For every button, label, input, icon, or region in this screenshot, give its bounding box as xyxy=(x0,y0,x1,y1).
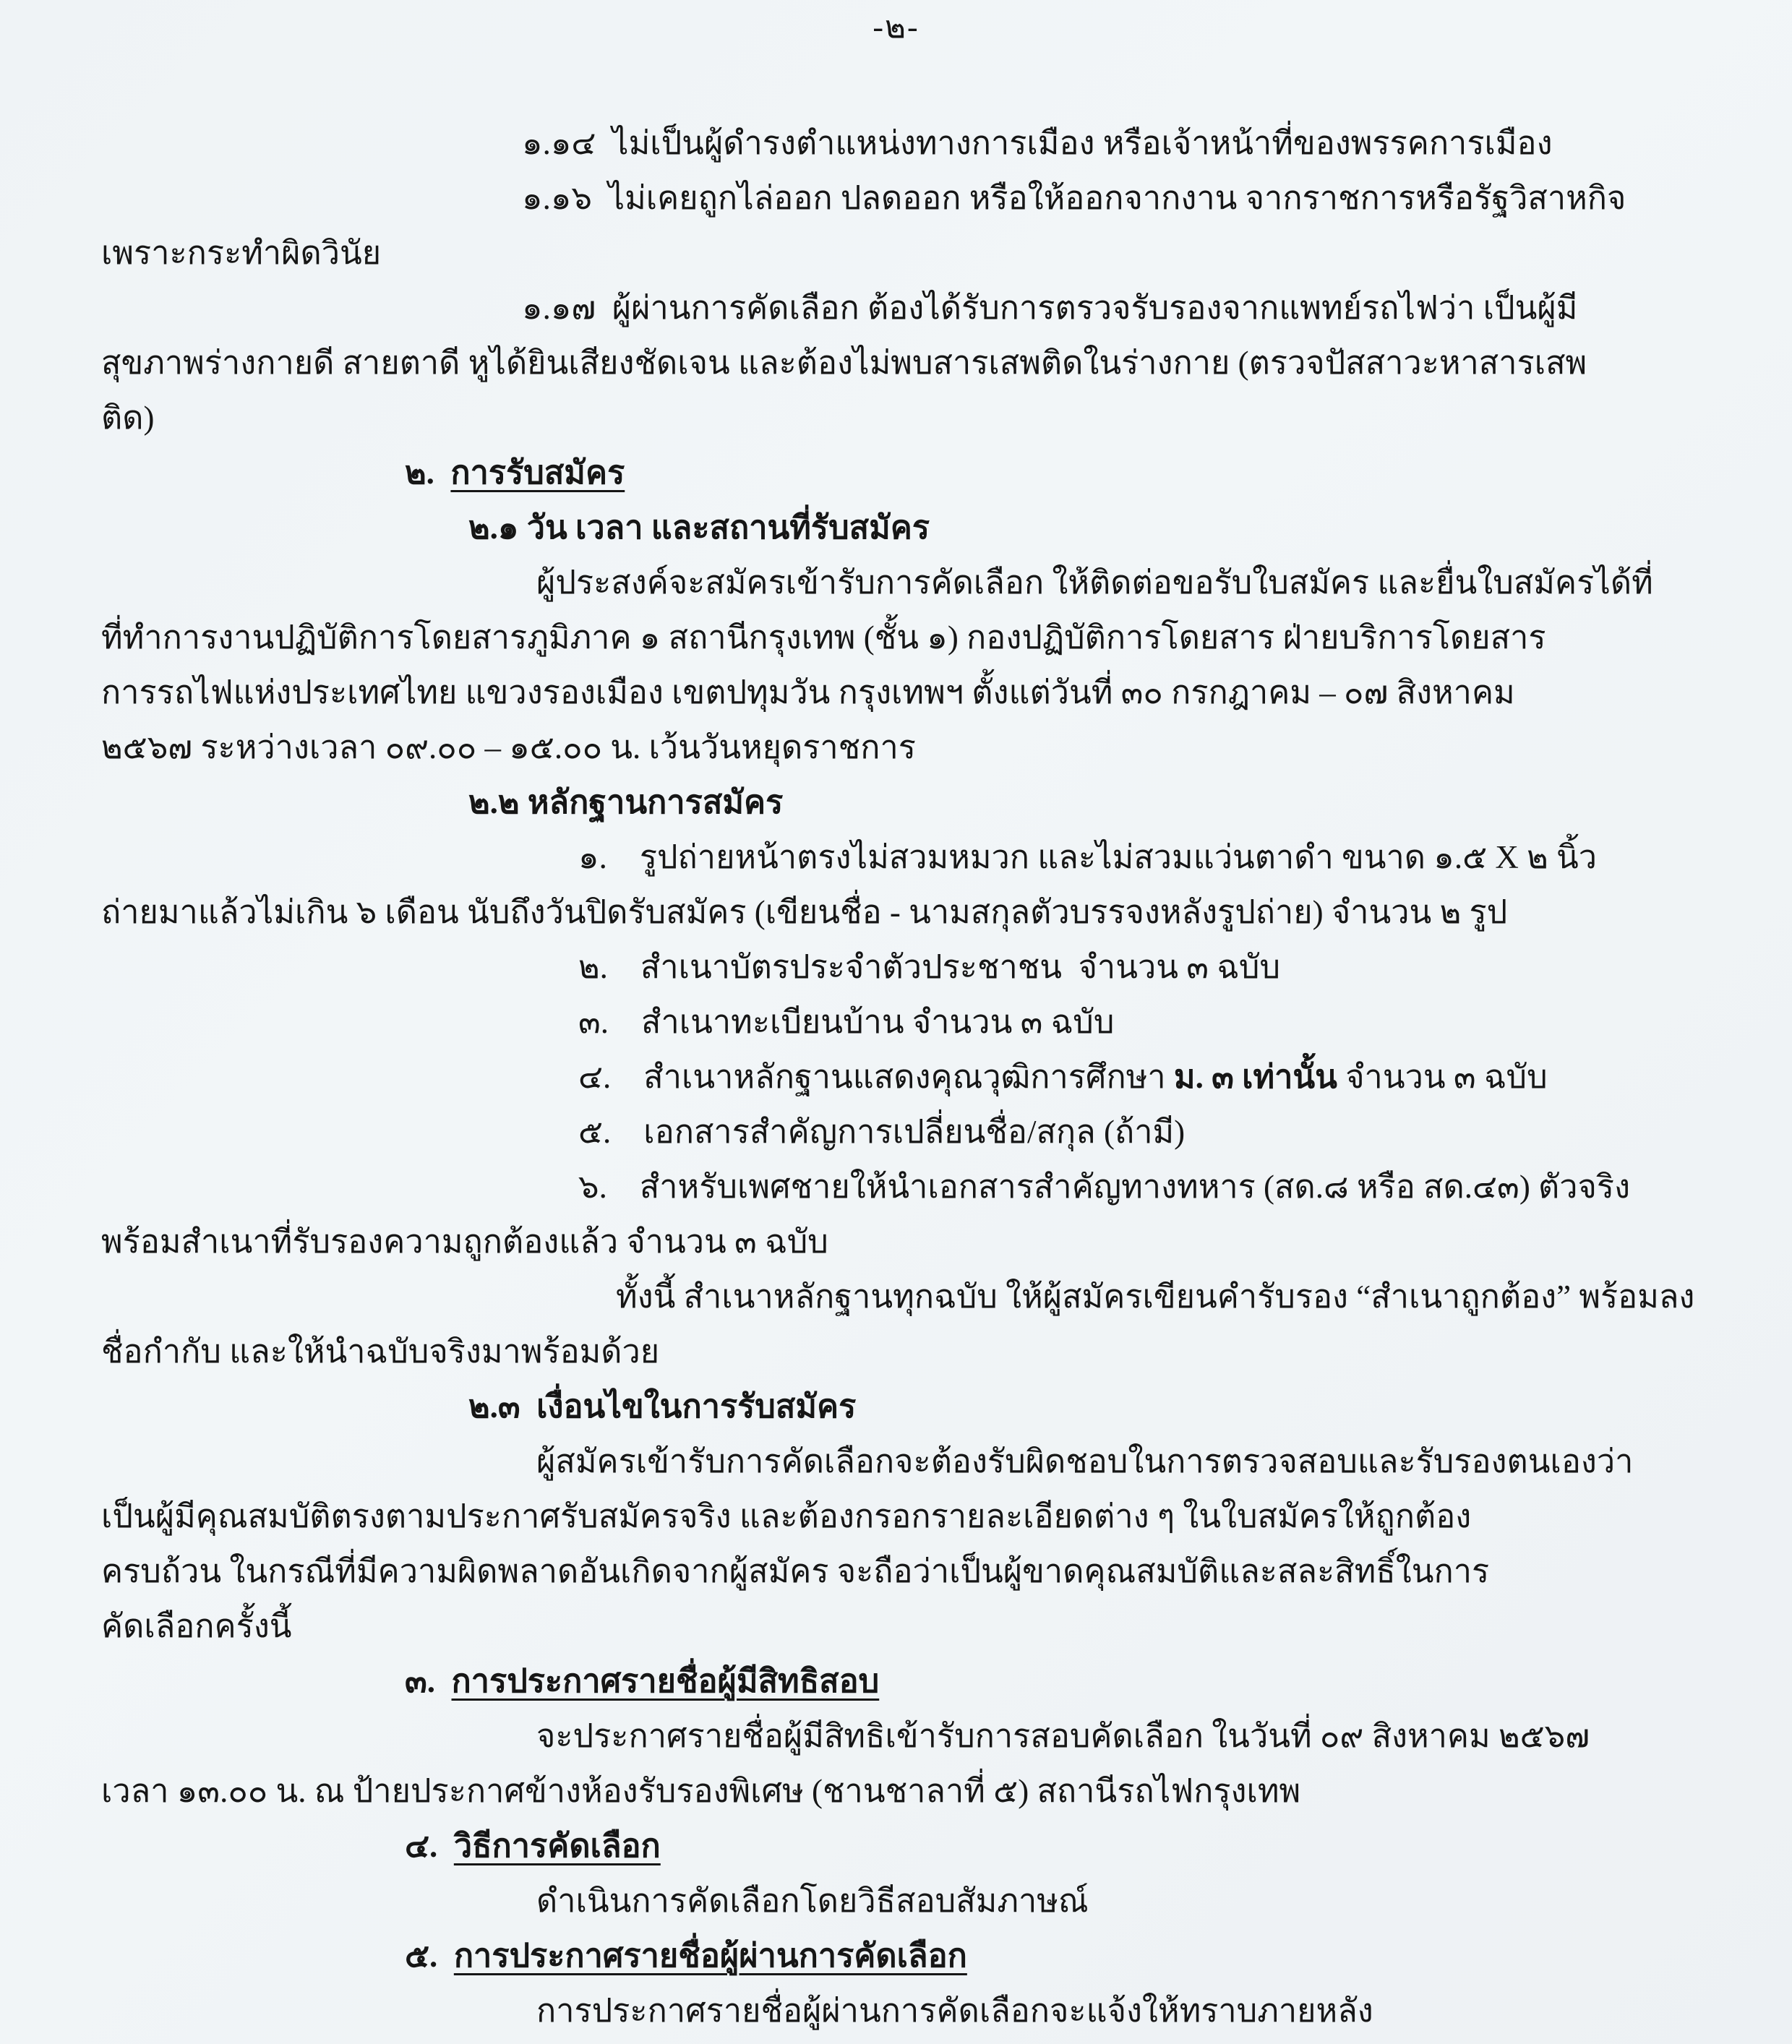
text-line xyxy=(0,1599,1792,1654)
text-line xyxy=(0,390,1792,445)
text-line xyxy=(0,1049,1792,1104)
text-line xyxy=(0,940,1792,995)
text-line xyxy=(0,1873,1792,1928)
text-run: ครบถ้วน ในกรณีที่มีความผิดพลาดอันเกิดจากผู้สมัคร จะถือว่าเป็นผู้ขาดคุณสมบัติและสละสิทธิ์ในการ xyxy=(101,1553,1490,1589)
text-run: คัดเลือกครั้งนี้ xyxy=(101,1608,292,1644)
text-run: ชื่อกำกับ และให้นำฉบับจริงมาพร้อมด้วย xyxy=(101,1334,660,1370)
text-run: การประกาศรายชื่อผู้ผ่านการคัดเลือกจะแจ้งให้ทราบภายหลัง xyxy=(536,1993,1373,2029)
text-run: เวลา ๑๓.๐๐ น. ณ ป้ายประกาศข้างห้องรับรองพิเศษ (ชานชาลาที่ ๕) สถานีรถไฟกรุงเทพ xyxy=(101,1773,1301,1809)
text-run: ๒.๑ วัน เวลา และสถานที่รับสมัคร xyxy=(468,510,930,546)
text-run: ๒. xyxy=(405,455,451,491)
text-run: ๒.๒ หลักฐานการสมัคร xyxy=(468,784,784,820)
text-run: ๒๕๖๗ ระหว่างเวลา ๐๙.๐๐ – ๑๕.๐๐ น. เว้นวันหยุดราชการ xyxy=(101,729,916,765)
document-body xyxy=(0,116,1792,2038)
text-run: เพราะกระทำผิดวินัย xyxy=(101,235,382,271)
text-run: ๔. สำเนาหลักฐานแสดงคุณวุฒิการศึกษา xyxy=(578,1059,1174,1095)
text-line xyxy=(0,1324,1792,1379)
text-run: ๒.๓ เงื่อนไขในการรับสมัคร xyxy=(468,1388,857,1425)
text-run: ผู้ประสงค์จะสมัครเข้ารับการคัดเลือก ให้ติดต่อขอรับใบสมัคร และยื่นใบสมัครได้ที่ xyxy=(536,564,1653,601)
text-line xyxy=(0,555,1792,610)
text-line xyxy=(0,720,1792,775)
text-run: ที่ทำการงานปฏิบัติการโดยสารภูมิภาค ๑ สถานีกรุงเทพ (ชั้น ๑) กองปฏิบัติการโดยสาร ฝ่ายบริการโดยสาร xyxy=(101,619,1546,656)
text-run: ๑.๑๖ ไม่เคยถูกไล่ออก ปลดออก หรือให้ออกจากงาน จากราชการหรือรัฐวิสาหกิจ xyxy=(522,180,1626,216)
text-line xyxy=(0,500,1792,555)
text-line xyxy=(0,116,1792,171)
text-line xyxy=(0,1928,1792,1983)
text-line xyxy=(0,1214,1792,1269)
text-run: ผู้สมัครเข้ารับการคัดเลือกจะต้องรับผิดชอบในการตรวจสอบและรับรองตนเองว่า xyxy=(536,1443,1634,1480)
text-run: พร้อมสำเนาที่รับรองความถูกต้องแล้ว จำนวน ๓ ฉบับ xyxy=(101,1224,828,1260)
text-run: วิธีการคัดเลือก xyxy=(453,1828,661,1864)
text-run: สุขภาพร่างกายดี สายตาดี หูได้ยินเสียงชัดเจน และต้องไม่พบสารเสพติดในร่างกาย (ตรวจปัสสาวะหาสารเสพ xyxy=(101,345,1587,381)
text-run: การประกาศรายชื่อผู้ผ่านการคัดเลือก xyxy=(453,1938,967,1974)
text-line xyxy=(0,1434,1792,1489)
text-run: การประกาศรายชื่อผู้มีสิทธิสอบ xyxy=(451,1663,880,1699)
text-line xyxy=(0,1379,1792,1434)
text-line xyxy=(0,445,1792,500)
page-number: -๒- xyxy=(873,9,919,45)
text-run: ดำเนินการคัดเลือกโดยวิธีสอบสัมภาษณ์ xyxy=(536,1883,1089,1919)
text-line xyxy=(0,995,1792,1049)
text-line xyxy=(0,335,1792,390)
text-run: ๑.๑๔ ไม่เป็นผู้ดำรงตำแหน่งทางการเมือง หรือเจ้าหน้าที่ของพรรคการเมือง xyxy=(522,125,1553,161)
text-run: ๑.๑๗ ผู้ผ่านการคัดเลือก ต้องได้รับการตรวจรับรองจากแพทย์รถไฟว่า เป็นผู้มี xyxy=(522,290,1578,326)
text-run: จะประกาศรายชื่อผู้มีสิทธิเข้ารับการสอบคัดเลือก ในวันที่ ๐๙ สิงหาคม ๒๕๖๗ xyxy=(536,1718,1590,1754)
text-line xyxy=(0,1764,1792,1818)
text-run: ถ่ายมาแล้วไม่เกิน ๖ เดือน นับถึงวันปิดรับสมัคร (เขียนชื่อ - นามสกุลตัวบรรจงหลังรูปถ่าย) จำนวน ๒ รูป xyxy=(101,894,1508,930)
text-line xyxy=(0,610,1792,665)
text-run: เป็นผู้มีคุณสมบัติตรงตามประกาศรับสมัครจริง และต้องกรอกรายละเอียดต่าง ๆ ในใบสมัครให้ถูกต้อง xyxy=(101,1498,1472,1534)
text-run: ๖. สำหรับเพศชายให้นำเอกสารสำคัญทางทหาร (สด.๘ หรือ สด.๔๓) ตัวจริง xyxy=(578,1169,1631,1205)
text-line xyxy=(0,1269,1792,1324)
text-line xyxy=(0,280,1792,335)
text-line xyxy=(0,1654,1792,1709)
text-line xyxy=(0,775,1792,830)
text-line xyxy=(0,171,1792,226)
text-line xyxy=(0,1104,1792,1159)
text-run: ติด) xyxy=(101,400,155,436)
text-line xyxy=(0,226,1792,280)
text-line xyxy=(0,830,1792,885)
text-line xyxy=(0,885,1792,940)
text-run: การรถไฟแห่งประเทศไทย แขวงรองเมือง เขตปทุมวัน กรุงเทพฯ ตั้งแต่วันที่ ๓๐ กรกฎาคม – ๐๗ สิงหาคม xyxy=(101,674,1515,710)
text-run: ๔. xyxy=(405,1828,454,1864)
text-run: ๓. xyxy=(405,1663,452,1699)
text-line xyxy=(0,1489,1792,1544)
text-run: ๕. เอกสารสำคัญการเปลี่ยนชื่อ/สกุล (ถ้ามี) xyxy=(578,1114,1186,1150)
text-run: ๒. สำเนาบัตรประจำตัวประชาชน จำนวน ๓ ฉบับ xyxy=(578,949,1281,985)
text-run: ม. ๓ เท่านั้น xyxy=(1173,1059,1337,1095)
text-line xyxy=(0,1818,1792,1873)
text-line xyxy=(0,1709,1792,1764)
text-line xyxy=(0,665,1792,720)
text-line xyxy=(0,1159,1792,1214)
text-line xyxy=(0,1544,1792,1599)
text-run: ๓. สำเนาทะเบียนบ้าน จำนวน ๓ ฉบับ xyxy=(578,1004,1115,1040)
text-run: ๕. xyxy=(405,1938,454,1974)
text-line xyxy=(0,1983,1792,2038)
text-run: ทั้งนี้ สำเนาหลักฐานทุกฉบับ ให้ผู้สมัครเขียนคำรับรอง “สำเนาถูกต้อง” พร้อมลง xyxy=(616,1279,1695,1315)
text-run: จำนวน ๓ ฉบับ xyxy=(1337,1059,1548,1095)
text-run: การรับสมัคร xyxy=(450,455,625,491)
text-run: ๑. รูปถ่ายหน้าตรงไม่สวมหมวก และไม่สวมแว่นตาดำ ขนาด ๑.๕ X ๒ นิ้ว xyxy=(578,839,1598,875)
